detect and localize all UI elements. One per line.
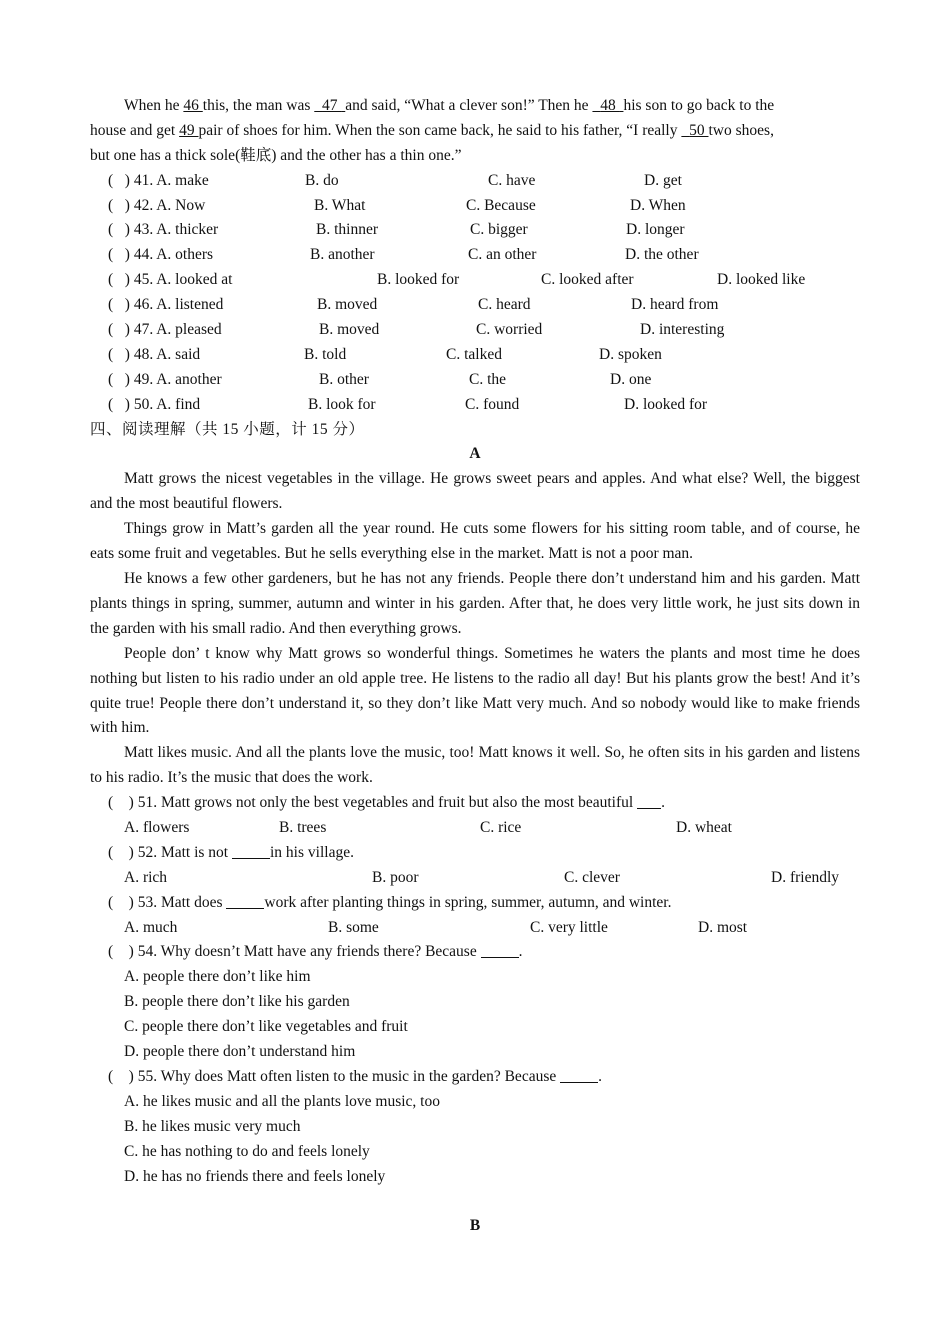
- passage-a-paragraph: Matt grows the nicest vegetables in the village. He grows sweet pears and apples. And what else? Well, the biggest and the most beautiful flowers.: [90, 470, 860, 513]
- question-43: ( ) 43. A. thicker B. thinner C. bigger D. longer: [108, 221, 685, 239]
- passage-a-paragraph: He knows a few other gardeners, but he has not any friends. People there don’t understand him and his garden. Matt plants things in spring, summer, autumn and winter in his garden. After that, he does very little work, he just sits down in the garden with his small radio. And then everything grows.: [90, 569, 860, 637]
- option-d: D. people there don’t understand him: [124, 1043, 356, 1061]
- passage-b-title: B: [469, 1217, 481, 1235]
- answer-blank: [560, 1066, 598, 1083]
- answer-blank: [232, 842, 270, 859]
- question-50: ( ) 50. A. find B. look for C. found D. looked for: [108, 395, 708, 413]
- blank-49: 49: [179, 121, 199, 139]
- option-c: C. people there don’t like vegetables and fruit: [124, 1018, 408, 1036]
- question-52-options: A. rich B. poor C. clever D. friendly: [124, 868, 840, 886]
- passage-a-paragraph: Things grow in Matt’s garden all the year round. He cuts some flowers for his sitting room table, and of course, he eats some fruit and vegetables. But he sells everything else in the market. Matt is not a poor man.: [90, 520, 860, 563]
- cloze-line-3: but one has a thick sole(鞋底) and the other has a thin one.”: [90, 146, 462, 164]
- question-44: ( ) 44. A. others B. another C. an other D. the other: [108, 246, 699, 264]
- blank-47: 47: [322, 97, 342, 114]
- blank-48: 48: [600, 97, 620, 114]
- question-51-options: A. flowers B. trees C. rice D. wheat: [124, 819, 732, 837]
- exam-page: [90, 94, 860, 1239]
- option-d: D. he has no friends there and feels lonely: [124, 1167, 386, 1185]
- question-53: ( ) 53. Matt does work after planting things in spring, summer, autumn, and winter.: [108, 893, 672, 911]
- blank-50: 50: [689, 121, 709, 139]
- section-heading: 四、阅读理解（共 15 小题，计 15 分）: [90, 420, 365, 438]
- cloze-line-2: house and get 49 pair of shoes for him. When the son came back, he said to his father, “I really 50 two shoes,: [90, 121, 774, 139]
- question-47: ( ) 47. A. pleased B. moved C. worried D. interesting: [108, 321, 725, 339]
- option-a: A. people there don’t like him: [124, 968, 311, 986]
- answer-blank: [481, 941, 519, 958]
- blank-46: 46: [183, 97, 203, 114]
- cloze-line-1: When he 46 this, the man was 47 and said, “What a clever son!” Then he 48 his son to go back to the: [124, 97, 775, 114]
- question-45: ( ) 45. A. looked at B. looked for C. looked after D. looked like: [108, 271, 806, 289]
- option-a: A. he likes music and all the plants love music, too: [124, 1092, 440, 1110]
- passage-a-title: A: [469, 445, 481, 463]
- question-55: ( ) 55. Why does Matt often listen to the music in the garden? Because .: [108, 1067, 602, 1085]
- spacer: [90, 1189, 860, 1214]
- question-51: ( ) 51. Matt grows not only the best vegetables and fruit but also the most beautiful .: [108, 794, 665, 812]
- question-46: ( ) 46. A. listened B. moved C. heard D. heard from: [108, 296, 719, 314]
- question-42: ( ) 42. A. Now B. What C. Because D. When: [108, 196, 686, 214]
- question-52: ( ) 52. Matt is not in his village.: [108, 843, 354, 861]
- option-b: B. he likes music very much: [124, 1117, 301, 1135]
- question-48: ( ) 48. A. said B. told C. talked D. spoken: [108, 345, 662, 363]
- question-53-options: A. much B. some C. very little D. most: [124, 918, 748, 936]
- option-b: B. people there don’t like his garden: [124, 993, 350, 1011]
- passage-a-paragraph: People don’ t know why Matt grows so wonderful things. Sometimes he waters the plants and most time he does nothing but listen to his radio under an old apple tree. He listens to the radio all day! But his plants grow the best! And it’s quite true! People there don’t understand it, so they don’t like Matt very much. And so nobody would like to make friends with him.: [90, 644, 860, 737]
- question-41: ( ) 41. A. make B. do C. have D. get: [108, 171, 682, 189]
- question-49: ( ) 49. A. another B. other C. the D. one: [108, 370, 652, 388]
- passage-a-paragraph: Matt likes music. And all the plants love the music, too! Matt knows it well. So, he often sits in his garden and listens to his radio. It’s the music that does the work.: [90, 744, 860, 787]
- option-c: C. he has nothing to do and feels lonely: [124, 1142, 370, 1160]
- answer-blank: [637, 792, 661, 809]
- question-54: ( ) 54. Why doesn’t Matt have any friends there? Because .: [108, 943, 523, 961]
- answer-blank: [226, 892, 264, 909]
